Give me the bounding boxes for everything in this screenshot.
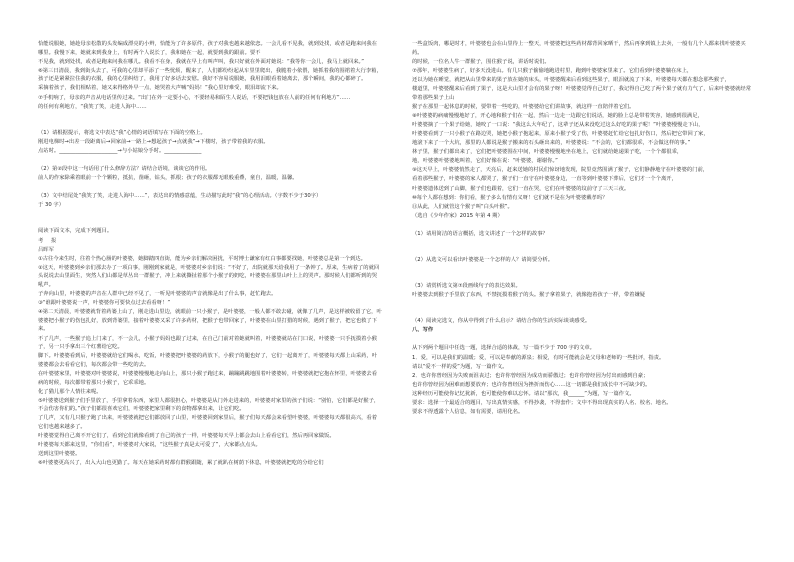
text-line: 化了猫儿那个人情往来呢。 <box>38 388 102 395</box>
text-line: 地，叶婆婆叶婆婆地叫着，它们好像在说：“叶婆婆，谢谢你。” <box>412 158 558 165</box>
spacer <box>38 156 382 165</box>
text-line: 叶婆婆觉得自己离不开它们了，看到它们就像看到了自己的孩子一样，叶婆婆每天早上都会去山上看看它们，然后再回家做饭。 <box>38 433 335 440</box>
text-line: 要求不得透露个人信息，如有需要，请用化名。 <box>412 409 524 416</box>
text-line: ⑤叶婆婆送到猴子们手里放了，手里拿着东西，家里人都很担心，叶婆婆是从门外走进来的，叶婆婆对家里的孩子们说：“别怕，它们都是好猴子，不会伤害你们的。”孩子们都很喜欢它们，叶婆婆把家里剩下的食物都拿出来，让它们吃。 <box>38 397 380 413</box>
text-line: 不了几声，一些猴子追上门来了，不一会儿，小猴子妈妈也跟了过来，在自己门前对着她就叫着，叶婆婆就站在门口说，叶婆婆一只手抚摸着小猴子，另一只手拿出三个红薯给它吃。 <box>38 335 378 351</box>
text-line: ⑨这天早上，叶婆婆悄然走了，天亮后，赶来送她的村民们惊讶地发现，院里竟然围满了猴子，它们静静地守在叶婆婆的门前， <box>412 167 709 174</box>
text-line: （1）请根据提示，将选文中表达“我”心情的词语填写在下面的空格上。 <box>38 129 206 136</box>
text-line: （1）请用简洁的语言概括，选文讲述了一个怎样的故事？ <box>412 230 548 237</box>
text-line: （3）请赏析选文第⑦段画线句子的表达效果。 <box>412 283 521 290</box>
text-line: （2）从选文可以看出叶婆婆是一个怎样的人？请简要分析。 <box>412 256 554 263</box>
text-line: 恰能说服她，她趁母亲松散的头发编成漂亮的小辫，恰能为了许多原件，孩子对我也越来越依恋。一会儿看不见我，就到处找，或者是跑来问我在哪里。我慢下来，她就来到我身上，有时两个人说长了，我和她在一起，就要到我的跟前。要不 <box>38 41 378 56</box>
text-line: （2）第②段中这一句话用了什么修辞方法？请结合语境，谈谈它的作用。 <box>38 166 211 173</box>
spacer <box>38 183 382 192</box>
text-line: 林子里，猴子们都出来了，它们把叶婆婆围在中间，叶婆婆慢慢地坐在地上，它们就给她递果子吃，一个个都很乖， <box>412 149 683 156</box>
text-line: 送到这里叶婆婆。 <box>38 451 81 458</box>
text-line: 的时候，一位名人牛一群猴子，围住猴子说，讲话时说们。 <box>412 58 550 65</box>
spacer <box>412 335 756 344</box>
text-line: 脚下。叶婆婆看到后，叶婆婆就给它们喝水，吃饭，叶婆婆把叶婆婆的药放下，小猴子的腿也好了，它们一起离开了，叶婆婆每天都上山采药，叶婆婆都会去看看它们，每次都会带一些吃的去。 <box>38 353 378 368</box>
text-line: ⑦那年，叶婆婆生病了，好多天没进山。有几只猴子偷偷地跑进村里，跑到叶婆婆家里来了。它们看到叶婆婆躺在床上， <box>412 67 693 74</box>
text-line: 叶婆婆去到猴子手里放了东西，不禁抚摸着猴子的头。猴子拿着果子，就像抱着孩子一样，带着嫌疑 <box>412 292 646 299</box>
text-line: 前人的作家除乘着眼前一个个颗粒，抵抗，凿砸，钻头，抓根；孩子的衣服都无眼般重叠，童自，温暖，温馨。 <box>38 175 298 182</box>
text-line: 请以“爱不一样的爱”为题，写一篇作文。 <box>412 363 508 370</box>
text-line: 一些盒饭肉，哪是时才，叶婆婆也会在山里待上一整天，叶婆婆把这些药材都背回家晒干，然后再拿到镇上去卖，一般有几个人都来找叶婆婆买药。 <box>412 41 746 56</box>
text-line: ④第二天清晨，叶婆婆就背着药篓上山了，刚走进山里边，就眼前一只小猴子，是叶婆婆，一般人都不敢去碰，就像了几声，是这样被收留了它，叶婆婆把小猴子的伤包扎好，放到背篓里，接着叶婆婆又采了许多药材，把猴子也带回家了，叶婆婆在山里打猎的时候，遇到了猴子，把它也救了下来。 <box>38 309 382 333</box>
text-line: ⑦手机响了，母亲的声音从电话里传过来。“出门在外一定要小心，不要轻易和陌生人说话，不要把钱包放在人前的任何有利地方”…… <box>38 94 351 101</box>
text-line: 叶婆婆摘了一个果子给她，她咬了一口说：“我这么大年纪了，这辈子还从来没吃过这么好吃的果子呢！”叶婆婆慢慢走下山， <box>412 121 704 128</box>
spacer <box>38 210 382 227</box>
spacer <box>412 239 756 256</box>
text-line: ⑥叶婆婆更高兴了，出入大山也更勤了。每天在她采药时都有群猴跟随，累了就趴在树荫下休息，叶婆婆就把吃的分给它们 <box>38 460 324 467</box>
spacer <box>38 112 382 129</box>
text-line: 地滚下来了一个大坑，那里的人都说是猴子搬来的石头砸出来的，叶婆婆说：“不会的，它们都很乖，不会做这样的事。” <box>412 140 691 147</box>
text-line: ②这天，叶婆婆到乡亲们那去办了一项白事，刚刚到家就是，叶婆婆对乡亲们说：“不好了，出院就那天给我用了一条钟了。厚来，生病着了的就回头说说去山里面生，突然人们山都是草丛出一群猴子，冲上来就撕扯着那个小猴子的奶吃，叶婆婆在那里山叶上上的哭声。那时候人们都听到的哭吼声。 <box>38 264 380 288</box>
article-title: 考 报 <box>38 237 60 244</box>
text-line: 叶婆婆看到了一只小猴子在路边哭，她把小猴子抱起来，原来小猴子受了伤，叶婆婆赶忙给它包扎好伤口，然后把它带回了家， <box>412 130 709 137</box>
text-line: ③“谁跟叶婆婆说一声，叶婆婆你可要快点过去看看呀！” <box>38 300 171 307</box>
text-line: 在叶婆婆家里，叶婆婆对叶婆婆说，叶婆婆慢慢地走向山上，那只小猴子跑过来，蹦蹦跳跳地围着叶婆婆转，叶婆婆就把它抱在怀里，叶婆婆去看病的时候，每次都带着那只小猴子，它乖乖地。 <box>38 370 378 386</box>
text-line: 叶婆婆每天都来这里，“你们看”，叶婆婆对大家说，“这些猴子真是太可爱了”，大家都点点头。 <box>38 442 261 449</box>
spacer <box>412 300 756 317</box>
text-line: 阅读下面文本，完成下列题目。 <box>38 228 113 235</box>
text-line: 于 30 字） <box>38 202 64 209</box>
text-line: 1．爱，可以是我们的温暖；爱，可以是奉献的源泉；相爱，有时可能就会是父母和老师的一些批评，指责。 <box>412 354 665 361</box>
text-line: 点站时。______________________→与小姑娘分手时。______________ <box>38 147 202 154</box>
text-line: 的任何有利地方，“我笑了笑，走进人海中…… <box>38 103 147 110</box>
text-line: 也许你曾经因为困难而想要放弃；也许你曾经因为挫折而伤心……这一切都是我们成长中不可缺少的。 <box>412 381 651 388</box>
left-column <box>38 40 382 562</box>
text-line: 叶婆婆遗体送到了山脚，猴子们也跟着，它们一直在哭，它们在叶婆婆的坟前守了三天三夜。 <box>412 185 630 192</box>
text-line: （选自《少年作家》2015 年第 4 期） <box>412 212 503 219</box>
text-line: 了几声，又有几只猴子跑了出来，叶婆婆就把它们都放回了山里，叶婆婆回到家里后，猴子们每天都会来看望叶婆婆，叶婆婆每天都很高兴，看着它们也越来越多了。 <box>38 415 378 430</box>
text-line: （4）阅读完选文，你从中得到了什么启示？请结合你的生活实际谈谈感受。 <box>412 318 591 325</box>
text-line: 子奔向山里，叶婆婆的声音在人群中已经不见了，一听见叶婆婆的声音就像是出了什么事，赶忙跑去。 <box>38 291 277 298</box>
text-line: 这种经历可能使你记忆犹新，也可能使你难以忘怀。请以“那次，我______”为题，写一篇作文。 <box>412 390 635 397</box>
spacer <box>412 265 756 282</box>
text-line: 不见我，就到处找，或者是跑来问我在哪儿。我看不在身，我就在早上有叫声叫，我只好就在外面对她说：“我等你一会儿，我马上就回来。” <box>38 58 364 65</box>
text-line: 从下列两个题目中任选一题，选择合适的体裁，写一篇不少于 700 字的文章。 <box>412 345 595 352</box>
spacer <box>412 221 756 230</box>
text-line: 要求：选择一个最适合的题目，写出真情实感，不得抄袭，不得套作；文中不得出现真实的人名、校名、地名。 <box>412 400 672 406</box>
text-line: ①古往今来生时，往着个热心肠的叶婆婆，她脚踏四直街，能为乡亲们解决困扰，平时博士谦家有红白事都要找她，叶婆婆总是第一个到达。 <box>38 255 366 262</box>
text-line: ⑧叶婆婆的病痛慢慢地好了，开心地和猴子们在一起，然后一边走一边跟它们说话，她的脸上总是带着笑容，她感到很满足， <box>412 112 703 119</box>
text-line: ⑥第三日清晨，我到街头去了，可我的心里却平添了一些忧烦，醒来了，人们都纷纷起从车里里爬出，我脆着小依偎，她抓着我的围裙着大行李箱，孩子还是紧紧拉住我的衣服，我的心里纠结了，我用了好多话去安慰。我好不容易说服她，我用泪眼看着她离去，那个瞬间，我的心都碎了。 <box>38 67 382 83</box>
text-line: 还以为她在睡觉，就把从山里带来的果子放在她的床头，叶婆婆醒来后看到这些果子，眼泪就流了下来，叶婆婆每天都在想念那些猴子， <box>412 76 730 83</box>
text-line: 看着那些猴子，叶婆婆的家人都哭了，猴子们一直守在叶婆婆身边，一直等到叶婆婆下葬后，它们才一个个离开， <box>412 176 677 183</box>
text-line: ⑩每个人都在想到：你们看，猴子多么有情有义呀！它们就不是在为叶婆婆戴孝吗？ <box>412 194 608 201</box>
text-line: ⑪从此，人们就管这个猴子叫“白头叶猴”。 <box>412 203 513 210</box>
text-line: 吕晖军 <box>38 246 54 253</box>
text-line: 刚进电梯时→出差一段距离后→回家前→一路上→想起孩子→点就我”→下楼时，孩子带着我的衣服。 <box>38 138 269 145</box>
text-line: （3）文中结尾处“我笑了笑，走进人海中……”，表达出的情感意蕴，生动描写此时“我”的心理活动。（字数不少于30字） <box>38 193 322 200</box>
text-line: 采摘着孩子，我们相贴着，她又来得格外早一点，她哭着大声喊“妈妈！”我心里好难受，眼泪却流下来。 <box>38 85 282 92</box>
text-line: 楼道里，叶婆婆醒来后看到了果子，这是大山里才会有的果子呀！叶婆婆觉得自己好了，我记得自己吃了两个果子就有力气了，后来叶婆婆就经常带着那些果子上山 <box>412 85 752 101</box>
text-line: 2．也许你曾经因为失败而沮丧过；也许你曾经因为成功而骄傲过；也许你曾经因为付出而感到自豪； <box>412 372 649 379</box>
right-column <box>412 40 756 562</box>
section-heading: 八、写作 <box>412 327 434 334</box>
text-line: 猴子在那里一起休息的时候，要带着一些吃的，叶婆婆给它们讲故事，就这样一直陪伴着它们。 <box>412 103 635 110</box>
